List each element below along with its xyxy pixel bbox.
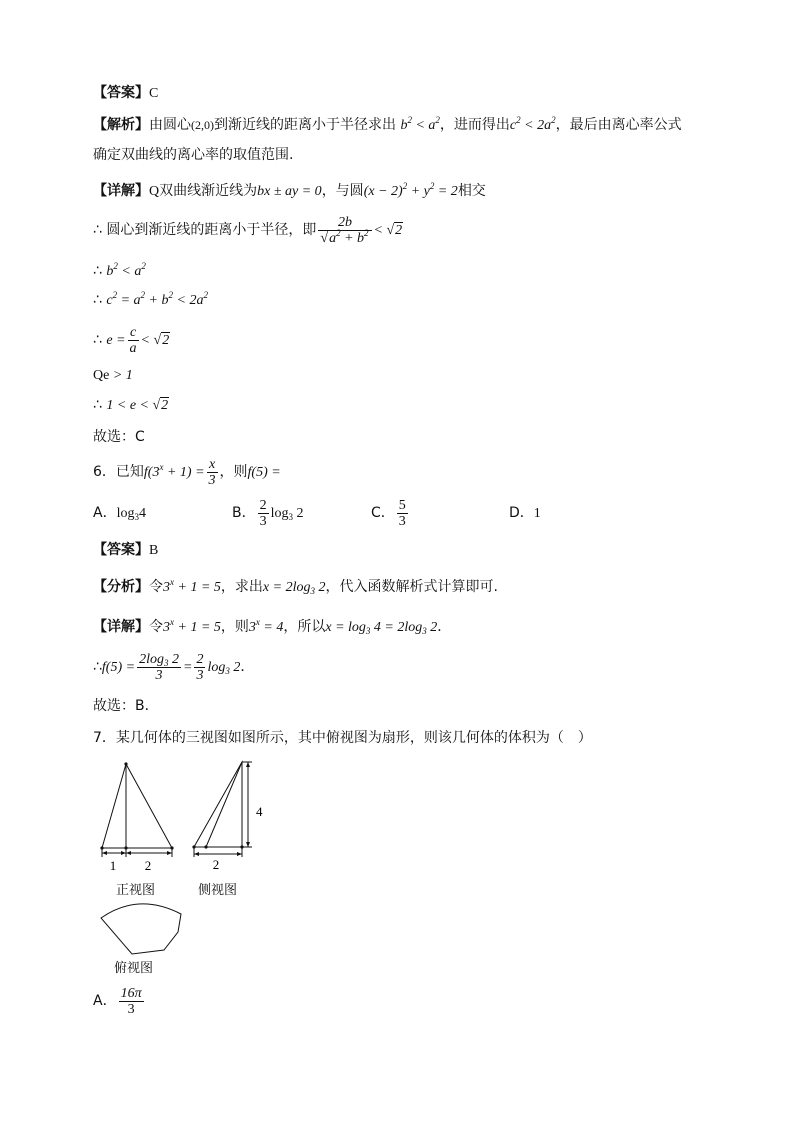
q5-analysis-line1 [93,116,682,135]
q6-stem-text: 6．已知 [93,464,144,480]
therefore-symbol: ∴ [93,332,102,348]
q5-analysis-text: 由圆心 [149,117,191,133]
q5-detail-text: 双曲线渐近线为 [159,183,258,199]
q5-step5: Qe > 1 [93,368,133,383]
q5-answer-value: C [149,86,159,101]
q6-option-a[interactable]: A．$\log_34$ [93,505,146,522]
side-dim-2: 2 [212,857,220,872]
q5-analysis-text: ，最后由离心率公式 [555,117,682,133]
top-view-figure [96,900,188,958]
q5-step2: ∴ $b^2 < a^2$ [93,261,146,279]
q5-analysis-line2: 确定双曲线的离心率的取值范围. [93,147,294,163]
q5-center-point: (2,0) [191,118,214,132]
front-view-triangle [102,764,172,848]
q7-option-a[interactable]: A． $\frac{16\pi}{3}$ [93,985,142,1017]
q5-analysis-label: 【解析】 [93,117,149,133]
front-view-caption: 正视图 [116,883,156,898]
q6-answer-label: 【答案】 [93,542,149,558]
therefore-symbol: ∴ [93,263,102,279]
q6-analysis-line: 【分析】令$3^x + 1 = 5$，求出$x = 2\log_3$ 2，代入函数解析式计算即可. [93,577,498,596]
q6-choose: 故选：B． [93,698,159,714]
q5-distance-fraction: $\frac{2b}{√a^2 + b^2}$ [318,215,371,246]
front-view-figure [98,760,178,872]
q6-answer-value: B [149,543,159,558]
q5-step1-text: 圆心到渐近线的距离小于半径，即 [106,222,317,238]
therefore-symbol: ∴ [93,222,102,238]
side-dim-4: 4 [256,804,263,819]
q5-math-c2-lt-2a2: $c^2 < 2a^2$ [509,115,556,133]
top-view-sector [101,904,181,954]
side-view-triangle [194,762,242,847]
q6-result-line: ∴f(5) = $\frac{2\log_3 2}{3}$ = $\frac{2}{3}$ $\log_3 2$． [93,651,255,683]
q6-stem-text: ，则 [219,464,248,480]
q5-detail-line [93,182,486,201]
q5-step6: ∴ 1 < e < √2 [93,397,169,413]
q5-step1: ∴ 圆心到渐近线的距离小于半径，即 $\frac{2b}{√a^2 + b^2}$ < √2 [93,214,403,246]
q6-option-b[interactable]: B． $\frac{2}{3}$ $\log_3 2$ [232,497,304,529]
front-dim-1: 1 [109,858,117,872]
q5-step3: ∴ $c^2 = a^2 + b^2 < 2a^2$ [93,290,208,308]
q5-math-b2-lt-a2: $b^2 < a^2$ [400,115,440,133]
q7-stem: 7．某几何体的三视图如图所示，其中俯视图为扇形，则该几何体的体积为（ ） [93,730,592,746]
q5-detail-label: 【详解】 [93,183,149,199]
q5-answer-line [93,84,158,103]
q5-asymptote-eq: bx ± ay = 0 [257,184,322,199]
q6-option-c[interactable]: C． $\frac{5}{3}$ [371,497,406,529]
therefore-symbol: ∴ [93,292,102,308]
q6-analysis-label: 【分析】 [93,579,149,595]
q5-choose: 故选：C [93,429,145,445]
side-view-caption: 侧视图 [198,883,238,898]
q6-stem: 6．已知$f(3^x + 1)$ = $\frac{x}{3}$ ，则f(5) = [93,456,281,488]
q5-q-symbol: Q [149,184,160,199]
q5-step4: ∴ e = $\frac{c}{a}$ < √2 [93,324,170,356]
q5-detail-text: 相交 [457,183,486,199]
q6-option-d[interactable]: D．1 [509,505,541,521]
q5-detail-text: ，与圆 [321,183,364,199]
q5-answer-label: 【答案】 [93,85,149,101]
q6-detail-line: 【详解】令$3^x + 1 = 5$，则$3^x = 4$，所以$x = \log_3 4 = 2\log_3$ 2． [93,617,452,636]
q5-analysis-text: 到渐近线的距离小于半径求出 [214,117,396,133]
q6-answer-line [93,541,158,560]
q5-qe: Qe [93,368,110,383]
side-view-figure [186,756,266,872]
side-view-inner-line [206,762,242,847]
q5-analysis-text: ，进而得出 [439,117,510,133]
top-view-caption: 俯视图 [114,961,154,976]
therefore-symbol: ∴ [93,397,102,413]
q5-circle-eq: $(x - 2)^2 + y^2 = 2$ [363,181,458,199]
q6-detail-label: 【详解】 [93,619,149,635]
front-dim-2: 2 [144,858,152,872]
